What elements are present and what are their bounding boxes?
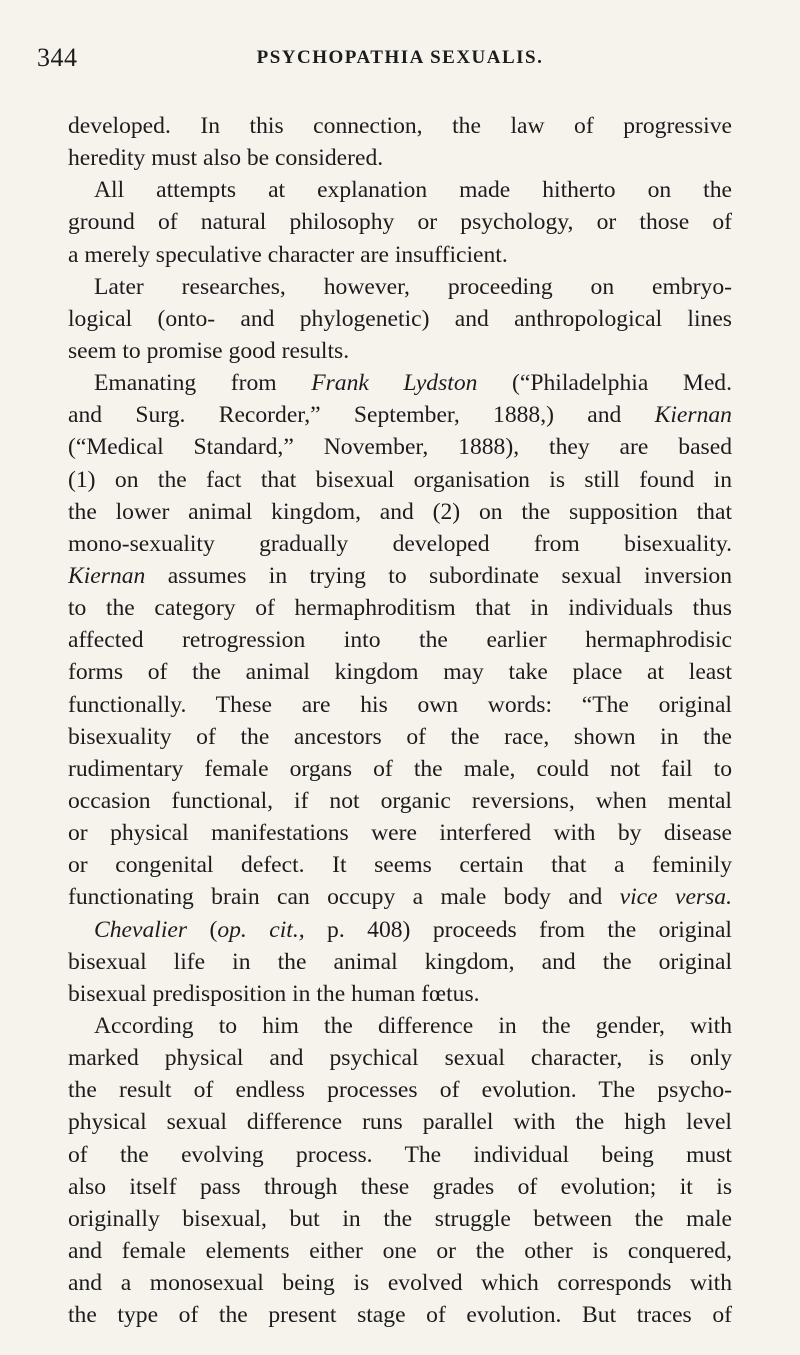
text-line: heredity must also be considered. [68,145,384,172]
text-line: a merely speculative character are insufficient. [68,241,508,268]
text-line: All attempts at explanation made hitherto on the [94,177,732,204]
author-name: Kiernan [654,402,732,429]
text-line: also itself pass through these grades of evolution; it is [68,1173,732,1200]
text-line: the lower animal kingdom, and (2) on the supposition that [68,498,732,525]
text-line: functionating brain can occupy a male body and vice versa. [68,884,732,911]
text-line: rudimentary female organs of the male, could not fail to [68,755,732,782]
text-line: logical (onto- and phylogenetic) and anthropological lines [68,305,732,332]
text-line: Later researches, however, proceeding on embryo- [94,273,732,300]
text-line: developed. In this connection, the law of progressive [68,113,732,139]
text-line: occasion functional, if not organic reversions, when mental [68,787,732,814]
page-header [37,38,723,78]
running-title: PSYCHOPATHIA SEXUALIS. [256,47,544,68]
text-line: of the evolving process. The individual being must [68,1141,732,1168]
text-line: and female elements either one or the other is conquered, [68,1237,732,1264]
text-line: or congenital defect. It seems certain that a feminily [68,852,732,879]
page-number: 344 [37,43,78,72]
text-line: According to him the difference in the gender, with [94,1012,732,1039]
text-line: marked physical and psychical sexual character, is only [68,1045,732,1072]
text-line: physical sexual difference runs parallel with the high level [68,1109,732,1136]
text-line: to the category of hermaphroditism that in individuals thus [68,595,732,622]
body-text [68,110,732,1331]
text-line: affected retrogression into the earlier hermaphrodisic [68,627,732,654]
text-line: (“Medical Standard,” November, 1888), they are based [68,434,732,461]
text-line: forms of the animal kingdom may take place at least [68,659,732,686]
text-line: bisexual life in the animal kingdom, and the original [68,948,732,975]
text-line: the type of the present stage of evolution. But traces of [68,1302,732,1329]
latin-phrase: vice versa. [619,884,732,911]
text-line: originally bisexual, but in the struggle between the male [68,1205,732,1232]
text-line: Kiernan assumes in trying to subordinate sexual inversion [68,562,732,589]
text-line: seem to promise good results. [68,337,350,364]
text-line: (1) on the fact that bisexual organisation is still found in [68,466,732,493]
text-line: bisexual predisposition in the human fœtus. [68,980,480,1007]
author-name: Chevalier [94,916,188,943]
text-line: the result of endless processes of evolution. The psycho- [68,1077,732,1104]
citation: op. cit., [217,916,305,943]
text-line: and Surg. Recorder,” September, 1888,) and Kiernan [68,402,732,429]
text-line: mono-sexuality gradually developed from bisexuality. [68,530,732,557]
text-line: and a monosexual being is evolved which corresponds with [68,1270,732,1297]
author-name: Frank Lydston [311,370,478,397]
text-line: Emanating from Frank Lydston (“Philadelphia Med. [94,370,732,397]
author-name: Kiernan [68,562,146,589]
text-line: ground of natural philosophy or psychology, or those of [68,209,732,236]
text-line: Chevalier (op. cit., p. 408) proceeds from the original [94,916,732,943]
text-line: or physical manifestations were interfered with by disease [68,820,732,847]
text-line: bisexuality of the ancestors of the race, shown in the [68,723,732,750]
text-line: functionally. These are his own words: “The original [68,691,732,718]
